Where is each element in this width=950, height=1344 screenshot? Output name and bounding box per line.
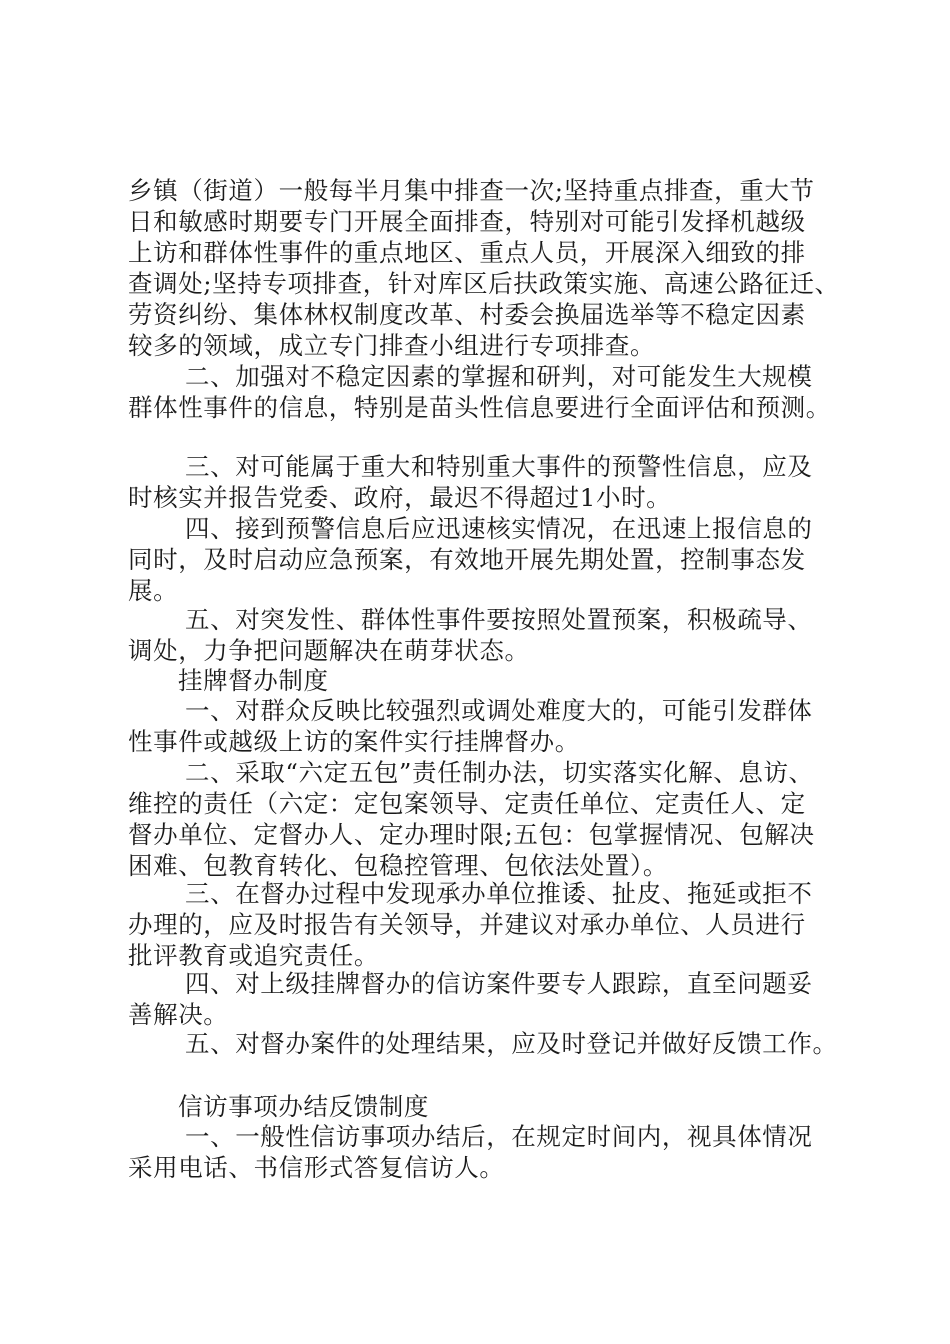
text-line: 采用电话、书信形式答复信访人。 xyxy=(128,1153,505,1182)
text-line: 三、在督办过程中发现承办单位推诿、扯皮、拖延或拒不 xyxy=(185,879,813,908)
text-line: 办理的，应及时报告有关领导，并建议对承办单位、人员进行 xyxy=(128,910,806,939)
text-line: 乡镇（街道）一般每半月集中排查一次;坚持重点排查，重大节 xyxy=(128,176,815,205)
text-line: 五、对突发性、群体性事件要按照处置预案，积极疏导、 xyxy=(185,605,813,634)
section-heading: 信访事项办结反馈制度 xyxy=(178,1092,429,1121)
text-line: 展。 xyxy=(128,576,179,605)
text-line: 较多的领域，成立专门排查小组进行专项排查。 xyxy=(128,331,656,360)
text-line: 调处，力争把问题解决在萌芽状态。 xyxy=(128,636,530,665)
text-line: 善解决。 xyxy=(128,1000,229,1029)
text-line: 四、接到预警信息后应迅速核实情况，在迅速上报信息的 xyxy=(185,514,813,543)
text-line: 五、对督办案件的处理结果，应及时登记并做好反馈工作。 xyxy=(185,1029,838,1058)
text-line: 时核实并报告党委、政府，最迟不得超过1小时。 xyxy=(128,483,672,512)
text-line: 督办单位、定督办人、定办理时限;五包：包掌握情况、包解决 xyxy=(128,820,815,849)
text-line: 群体性事件的信息，特别是苗头性信息要进行全面评估和预测。 xyxy=(128,393,831,422)
text-line: 性事件或越级上访的案件实行挂牌督办。 xyxy=(128,727,580,756)
text-line: 一、对群众反映比较强烈或调处难度大的，可能引发群体 xyxy=(185,696,813,725)
text-line: 三、对可能属于重大和特别重大事件的预警性信息，应及 xyxy=(185,452,813,481)
text-line: 同时，及时启动应急预案，有效地开展先期处置，控制事态发 xyxy=(128,545,806,574)
text-line: 批评教育或追究责任。 xyxy=(128,941,379,970)
text-line: 日和敏感时期要专门开展全面排查，特别对可能引发择机越级 xyxy=(128,207,806,236)
text-line: 二、加强对不稳定因素的掌握和研判，对可能发生大规模 xyxy=(185,362,813,391)
text-line: 困难、包教育转化、包稳控管理、包依法处置）。 xyxy=(128,851,668,880)
text-line: 一、一般性信访事项办结后，在规定时间内，视具体情况 xyxy=(185,1122,813,1151)
text-line: 维控的责任（六定：定包案领导、定责任单位、定责任人、定 xyxy=(128,789,806,818)
text-line: 二、采取“六定五包”责任制办法，切实落实化解、息访、 xyxy=(185,758,814,787)
text-line: 上访和群体性事件的重点地区、重点人员，开展深入细致的排 xyxy=(128,238,806,267)
text-line: 查调处;坚持专项排查，针对库区后扶政策实施、高速公路征迁、 xyxy=(128,269,840,298)
section-heading: 挂牌督办制度 xyxy=(178,666,329,695)
text-line: 劳资纠纷、集体林权制度改革、村委会换届选举等不稳定因素 xyxy=(128,300,806,329)
text-line: 四、对上级挂牌督办的信访案件要专人跟踪，直至问题妥 xyxy=(185,969,813,998)
